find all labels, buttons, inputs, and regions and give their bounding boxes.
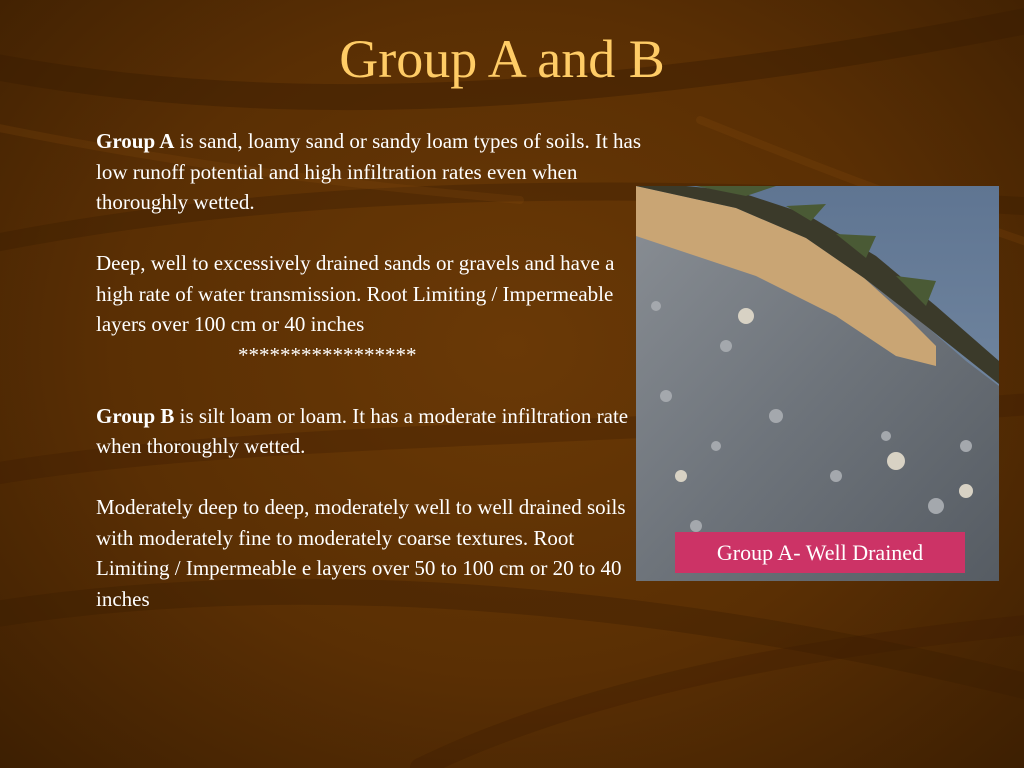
group-b-label: Group B	[96, 403, 175, 428]
group-b-description: is silt loam or loam. It has a moderate infiltration rate when thoroughly wetted.	[96, 403, 629, 458]
group-a-paragraph	[96, 126, 646, 218]
group-b-paragraph	[96, 401, 646, 462]
photo-caption: Group A- Well Drained	[675, 532, 965, 573]
slide-body	[96, 126, 646, 614]
group-a-label: Group A	[96, 129, 175, 153]
group-a-details: Deep, well to excessively drained sands or gravels and have a high rate of water transmission. Root Limiting / Impermeable layers over 100 cm or 40 inches	[96, 251, 615, 336]
group-b-details: Moderately deep to deep, moderately well to well drained soils with moderately fine to moderately coarse textures. Root Limiting / Impermeable e layers over 50 to 100 cm or 20 to 40 inches	[96, 495, 626, 611]
soil-photo	[636, 186, 999, 581]
group-a-description: is sand, loamy sand or sandy loam types of soils. It has low runoff potential and high infiltration rates even when thoroughly wetted.	[96, 129, 642, 214]
slide-title: Group A and B	[339, 29, 665, 89]
separator-stars: *****************	[238, 342, 417, 367]
